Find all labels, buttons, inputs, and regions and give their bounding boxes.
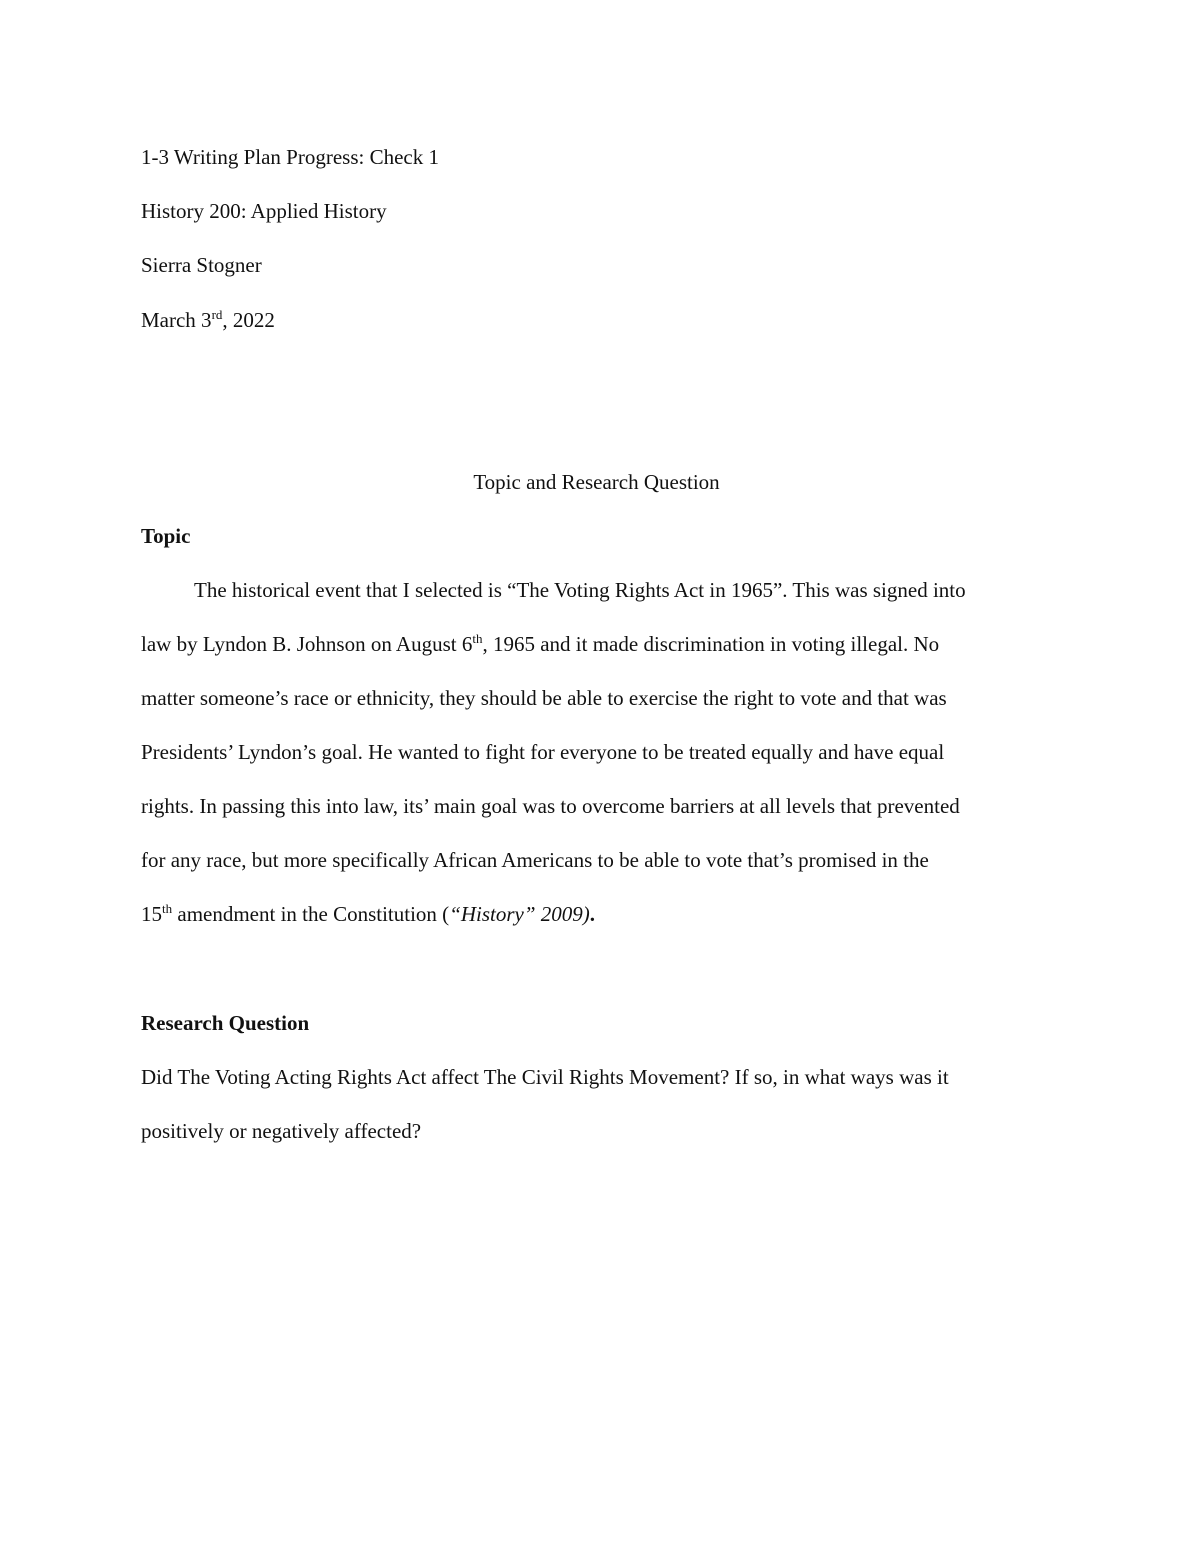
research-question-line: Did The Voting Acting Rights Act affect The Civil Rights Movement? If so, in what ways was it [141, 1065, 949, 1089]
topic-paragraph-line: Presidents’ Lyndon’s goal. He wanted to fight for everyone to be treated equally and have equal [141, 740, 945, 764]
topic-paragraph-line [141, 631, 940, 656]
research-heading: Research Question [141, 1011, 310, 1035]
sentence-end: . [589, 902, 596, 926]
topic-paragraph-line: matter someone’s race or ethnicity, they should be able to exercise the right to vote and that was [141, 686, 947, 710]
author-name: Sierra Stogner [141, 253, 262, 277]
topic-paragraph-line [141, 901, 596, 926]
assignment-title: 1-3 Writing Plan Progress: Check 1 [141, 145, 439, 169]
date-year: , 2022 [222, 308, 275, 332]
topic-paragraph-line: for any race, but more specifically African Americans to be able to vote that’s promised in the [141, 848, 929, 872]
topic-line-text: law by Lyndon B. Johnson on August 6 [141, 632, 473, 656]
topic-line-text: , 1965 and it made discrimination in voting illegal. No [482, 632, 940, 656]
topic-paragraph-line: The historical event that I selected is “The Voting Rights Act in 1965”. This was signed into [194, 578, 966, 602]
topic-line-text: 15 [141, 902, 162, 926]
date-suffix: rd [211, 307, 223, 322]
date-line [141, 307, 275, 332]
course-name: History 200: Applied History [141, 199, 387, 223]
citation: “History” 2009) [449, 902, 590, 926]
research-question-line: positively or negatively affected? [141, 1119, 422, 1143]
ordinal-suffix: th [472, 631, 483, 646]
ordinal-suffix: th [162, 901, 173, 916]
page-title: Topic and Research Question [473, 470, 720, 494]
topic-line-text: amendment in the Constitution ( [172, 902, 450, 926]
topic-paragraph-line: rights. In passing this into law, its’ main goal was to overcome barriers at all levels that prevented [141, 794, 960, 818]
date-month: March 3 [141, 308, 212, 332]
topic-heading: Topic [141, 524, 191, 548]
